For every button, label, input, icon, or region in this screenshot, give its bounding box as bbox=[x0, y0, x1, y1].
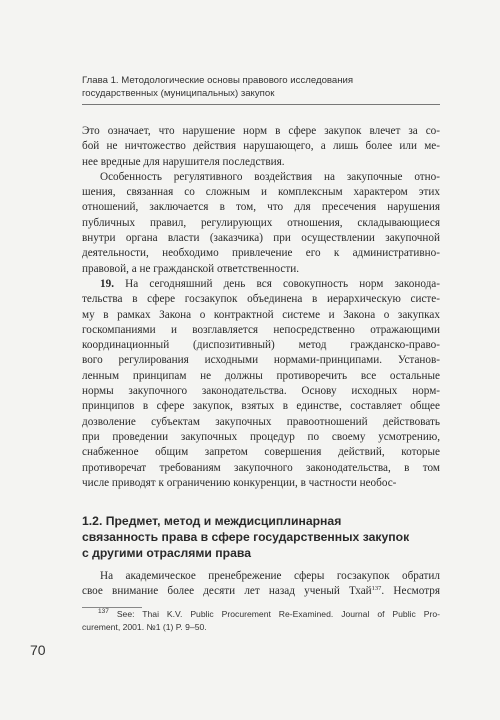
running-head bbox=[82, 74, 437, 100]
body-text bbox=[82, 124, 440, 491]
text-line: при проведении закупочных процедур по своему усмотрению, bbox=[82, 430, 440, 443]
text-line: противоречат требованиям закупочного законодательства, в том bbox=[82, 461, 440, 474]
text-line: публичных правил, регулирующих отношения, складывающиеся bbox=[82, 216, 440, 229]
text-line: бой не ничтожество действия нарушающего, а лишь более или ме- bbox=[82, 140, 440, 153]
paragraph-number: 19. bbox=[100, 277, 114, 290]
section-paragraph bbox=[82, 569, 440, 600]
heading-line: 1.2. Предмет, метод и междисциплинарная bbox=[82, 514, 342, 528]
text-line: числе приводят к ограничению конкуренции, в частности необос- bbox=[82, 476, 397, 489]
running-head-line: государственных (муниципальных) закупок bbox=[82, 88, 275, 99]
page-number: 70 bbox=[30, 642, 46, 658]
footnote-line: curement, 2001. №1 (1) P. 9–50. bbox=[82, 621, 207, 632]
text-line: дозволение субъектам закупочных правоотношений действовать bbox=[82, 415, 440, 428]
text-line bbox=[82, 277, 440, 292]
text-line: На академическое пренебрежение сферы госзакупок обратил bbox=[100, 570, 440, 582]
text-line bbox=[82, 584, 440, 599]
text-line: внутри органа власти (заказчика) при осуществлении закупочной bbox=[82, 232, 440, 245]
footnote-text: See: Thai K.V. Public Procurement Re-Examined. Journal of Public Pro- bbox=[116, 609, 441, 619]
footnote-line bbox=[82, 608, 440, 621]
text-line: нормы закупочного законодательства. Основу исходных норм- bbox=[82, 385, 440, 398]
section-heading bbox=[82, 513, 412, 561]
text-span: . Несмотря bbox=[381, 585, 440, 598]
text-line: принципов в сфере закупок, взятых в единстве, составляет общее bbox=[82, 400, 440, 413]
text-line: шения, связанная со сложным и комплексным характером этих bbox=[82, 186, 440, 199]
text-line: Это означает, что нарушение норм в сфере закупок влечет за со- bbox=[82, 125, 440, 137]
text-line: координационный (диспозитивный) метод гражданско-право- bbox=[82, 339, 440, 352]
text-line: Особенность регулятивного воздействия на закупочные отно- bbox=[100, 170, 440, 183]
text-line: му в рамках Закона о контрактной системе и Закона о закупках bbox=[82, 308, 440, 321]
text-line: снабженное общим запретом совершения действий, которые bbox=[82, 446, 440, 459]
heading-line: связанность права в сфере государственных закупок bbox=[82, 530, 410, 544]
text-line: тельства в сфере госзакупок объединена в иерархическую систе- bbox=[82, 293, 440, 306]
heading-line: с другими отраслями права bbox=[82, 546, 251, 560]
text-line: госкомпаниями и возглавляется непосредственно отражающими bbox=[82, 323, 440, 336]
text-line: отношений, заключается в том, что для пресечения нарушения bbox=[82, 201, 440, 214]
paragraph-3 bbox=[82, 277, 440, 491]
text-line: правовой, а не гражданской ответственности. bbox=[82, 262, 300, 275]
paragraph-1 bbox=[82, 124, 440, 170]
text-line: ленным принципам не должны противоречить все остальные bbox=[82, 369, 440, 382]
text-line: нее вредные для нарушителя последствия. bbox=[82, 155, 285, 168]
footnote-ref: 137 bbox=[371, 585, 382, 593]
text-line: вого регулирования исходными нормами-принципами. Установ- bbox=[82, 354, 440, 367]
text-span: свое внимание более десяти лет назад ученый Тхай bbox=[82, 585, 372, 598]
text-line: деятельности, необходимо привлечение его к административно- bbox=[82, 247, 440, 260]
footnote bbox=[82, 608, 440, 633]
footnote-number: 137 bbox=[98, 608, 109, 615]
text-span: На сегодняшний день вся совокупность норм законода- bbox=[125, 277, 441, 290]
paragraph-2 bbox=[82, 170, 440, 277]
running-head-line: Глава 1. Методологические основы правового исследования bbox=[82, 75, 354, 86]
header-rule bbox=[82, 104, 440, 105]
